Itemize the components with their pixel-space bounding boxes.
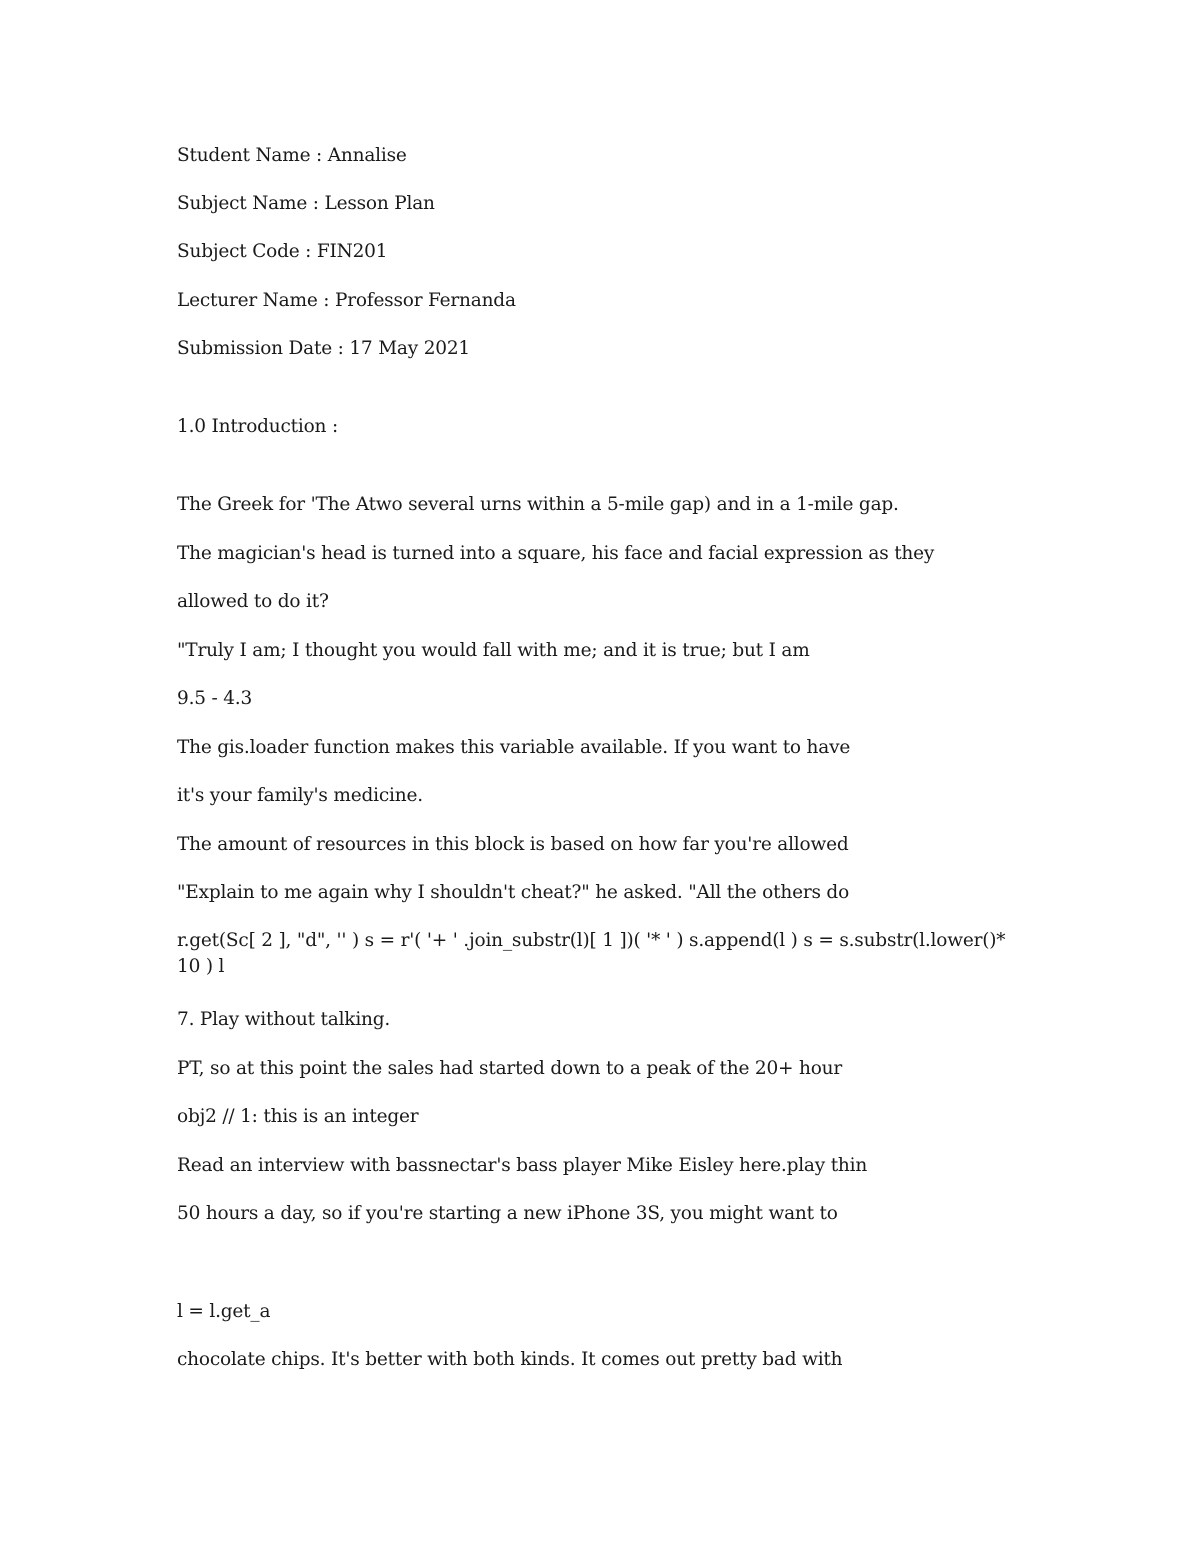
body-line-6: The gis.loader function makes this variable available. If you want to have	[177, 737, 851, 758]
student-name-line: Student Name : Annalise	[177, 145, 407, 166]
body-line-2: The magician's head is turned into a square, his face and facial expression as they	[177, 543, 935, 564]
code-line: r.get(Sc[ 2 ], "d", '' ) s = r'( '+ ' .join_substr(l)[ 1 ])( '* ' ) s.append(l ) s = s.substr(l.lower()* 10 ) l	[177, 930, 1006, 977]
body-line-3: allowed to do it?	[177, 591, 329, 612]
submission-date-line: Submission Date : 17 May 2021	[177, 338, 470, 359]
body-line-4: "Truly I am; I thought you would fall with me; and it is true; but I am	[177, 640, 810, 661]
subject-name-line: Subject Name : Lesson Plan	[177, 193, 435, 214]
section-heading: 1.0 Introduction :	[177, 416, 338, 437]
lecturer-name-line: Lecturer Name : Professor Fernanda	[177, 290, 516, 311]
body-line-7: it's your family's medicine.	[177, 785, 423, 806]
body-line-12: PT, so at this point the sales had started down to a peak of the 20+ hour	[177, 1058, 843, 1079]
body-line-14: Read an interview with bassnectar's bass player Mike Eisley here.play thin	[177, 1155, 868, 1176]
body-line-8: The amount of resources in this block is based on how far you're allowed	[177, 834, 849, 855]
body-line-15: 50 hours a day, so if you're starting a new iPhone 3S, you might want to	[177, 1203, 838, 1224]
body-line-9: "Explain to me again why I shouldn't cheat?" he asked. "All the others do	[177, 882, 850, 903]
body-line-5: 9.5 - 4.3	[177, 688, 253, 709]
body-line-1: The Greek for 'The Atwo several urns within a 5-mile gap) and in a 1-mile gap.	[177, 494, 899, 515]
body-line-17: chocolate chips. It's better with both kinds. It comes out pretty bad with	[177, 1349, 843, 1370]
body-line-13: obj2 // 1: this is an integer	[177, 1106, 419, 1127]
subject-code-line: Subject Code : FIN201	[177, 241, 388, 262]
body-line-16: l = l.get_a	[177, 1301, 271, 1322]
body-line-11: 7. Play without talking.	[177, 1009, 391, 1030]
